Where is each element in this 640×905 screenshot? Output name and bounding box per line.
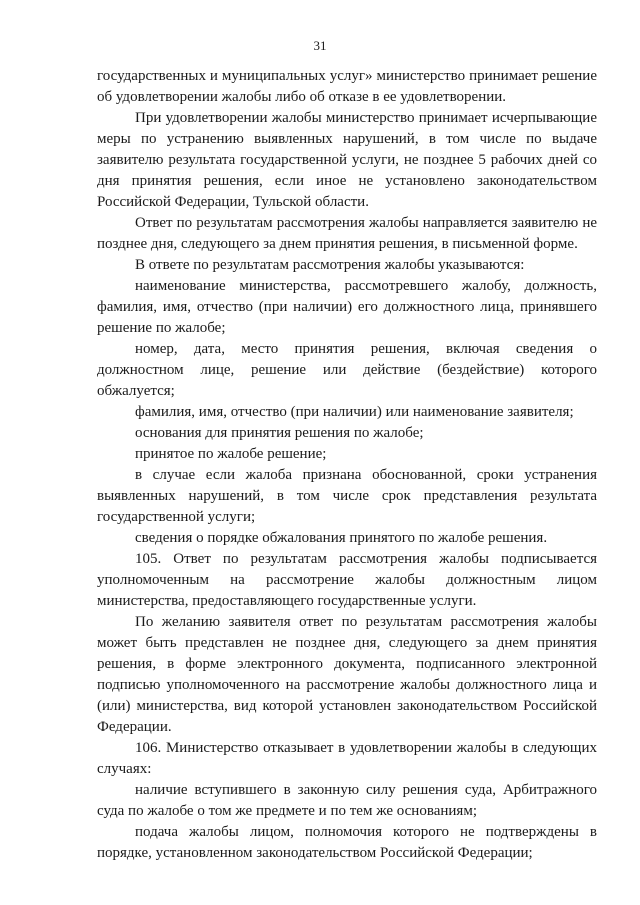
list-item: принятое по жалобе решение; [135, 446, 327, 462]
paragraph-105: 105. Ответ по результатам рассмотрения жалобы подписывается уполномоченным на рассмотрение жалобы должностным лицом министерства, предоставляющего государственные услуги. [97, 551, 597, 609]
paragraph: При удовлетворении жалобы министерство принимает исчерпывающие меры по устранению выявленных нарушений, в том числе по выдаче заявителю результата государственной услуги, не позднее 5 рабочих дней со дня принятия решения, если иное не установлено законодательством Российской Федерации, Тульской области. [97, 110, 597, 210]
paragraph: В ответе по результатам рассмотрения жалобы указываются: [135, 257, 525, 273]
document-body [97, 66, 597, 864]
list-item: наличие вступившего в законную силу решения суда, Арбитражного суда по жалобе о том же предмете и по тем же основаниям; [97, 782, 597, 819]
list-item: фамилия, имя, отчество (при наличии) или наименование заявителя; [135, 404, 574, 420]
paragraph: Ответ по результатам рассмотрения жалобы направляется заявителю не позднее дня, следующего за днем принятия решения, в письменной форме. [97, 215, 597, 252]
list-item: сведения о порядке обжалования принятого по жалобе решения. [135, 530, 548, 546]
paragraph: государственных и муниципальных услуг» министерство принимает решение об удовлетворении жалобы либо об отказе в ее удовлетворении. [97, 68, 597, 105]
list-item: наименование министерства, рассмотревшего жалобу, должность, фамилия, имя, отчество (при наличии) его должностного лица, принявшего решение по жалобе; [97, 278, 597, 336]
list-item: номер, дата, место принятия решения, включая сведения о должностном лице, решение или действие (бездействие) которого обжалуется; [97, 341, 597, 399]
page-number: 31 [313, 38, 327, 53]
paragraph-106: 106. Министерство отказывает в удовлетворении жалобы в следующих случаях: [97, 740, 597, 777]
paragraph: По желанию заявителя ответ по результатам рассмотрения жалобы может быть представлен не позднее дня, следующего за днем принятия решения, в форме электронного документа, подписанного электронной подписью уполномоченного на рассмотрение жалобы должностного лица и (или) министерства, вид которой установлен законодательством Российской Федерации. [97, 614, 597, 735]
list-item: в случае если жалоба признана обоснованной, сроки устранения выявленных нарушений, в том числе срок представления результата государственной услуги; [97, 467, 597, 525]
list-item: основания для принятия решения по жалобе; [135, 425, 424, 441]
list-item: подача жалобы лицом, полномочия которого не подтверждены в порядке, установленном законодательством Российской Федерации; [97, 824, 597, 861]
